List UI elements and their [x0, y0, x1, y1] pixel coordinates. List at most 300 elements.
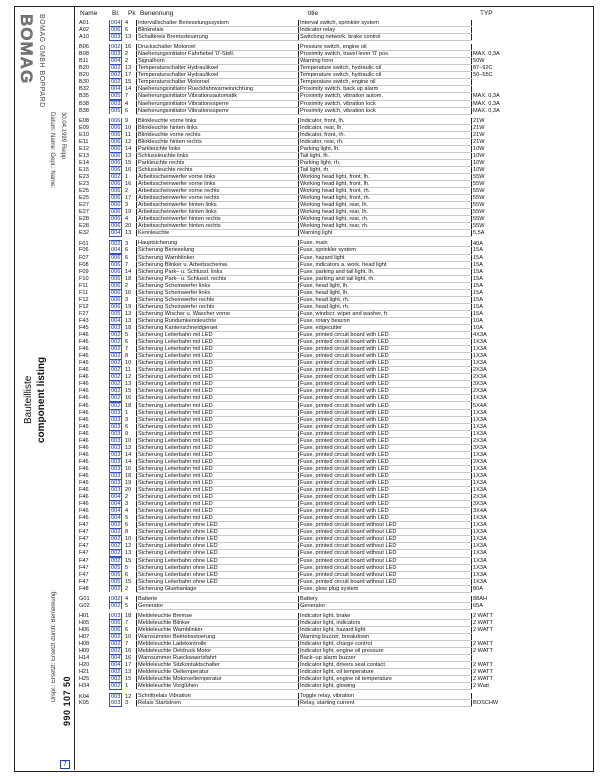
- sheet-ref: 003: [111, 700, 121, 707]
- cell-benennung: Sicherung Scheinwerfer rechts: [137, 296, 299, 303]
- table-row: [78, 282, 509, 289]
- sheet-ref: 006: [111, 145, 121, 152]
- cell-typ: 55W: [472, 216, 510, 223]
- cell-benennung: Sicherung Park– u. Schlussl. links: [137, 268, 299, 275]
- cell-pk: 13: [125, 381, 132, 388]
- cell-typ: 65A: [472, 602, 510, 609]
- cell-bl: [108, 641, 124, 648]
- sheet-ref: 005: [111, 93, 121, 100]
- sheet-ref: 003: [111, 324, 121, 331]
- cell-title: Toggle relay, vibration: [299, 693, 472, 700]
- cell-name: F46: [79, 416, 89, 423]
- cell-benennung: Meldeleuchte Sitzkontaktschalter: [137, 662, 299, 669]
- cell-typ: 2X3A: [472, 388, 510, 395]
- sheet-ref: 002: [111, 174, 121, 180]
- cell-bl: [108, 571, 124, 578]
- cell-typ: 2 WATT: [472, 676, 510, 683]
- table-row: [78, 261, 509, 268]
- cell-name: K04: [79, 693, 89, 700]
- cell-pk: 16: [125, 181, 132, 188]
- table-row: [78, 619, 509, 626]
- cell-name: H05: [79, 619, 90, 626]
- cell-pk: 20: [125, 223, 132, 230]
- header-benennung: Benennung: [140, 10, 174, 17]
- table-row: [78, 423, 509, 430]
- cell-title: Fuse, printed circuit board with LED: [299, 458, 472, 465]
- cell-typ: 5X4A: [472, 402, 510, 409]
- cell-bl: [108, 188, 124, 195]
- cell-name: A02: [79, 27, 89, 34]
- cell-typ: 2 WATT: [472, 626, 510, 633]
- cell-title: Indicator light, oil temperature: [299, 669, 472, 676]
- cell-bl: [108, 465, 124, 472]
- cell-pk: 7: [125, 641, 129, 648]
- cell-pk: 17: [125, 195, 132, 202]
- cell-name: H34: [79, 683, 90, 690]
- table-row: [78, 633, 509, 640]
- cell-benennung: Sicherung Leiterbahn mit LED: [137, 409, 299, 416]
- cell-bl: [108, 374, 124, 381]
- cell-title: Fuse, printed circuit board without LED: [299, 571, 472, 578]
- cell-benennung: Meldeleuchte Blinker: [137, 619, 299, 626]
- table-row: [78, 152, 509, 159]
- cell-bl: [108, 648, 124, 655]
- cell-typ: 1X3A: [472, 409, 510, 416]
- table-row: [78, 254, 509, 261]
- cell-benennung: Meldeleuchte Bremse: [137, 613, 299, 620]
- sheet-ref: 002: [111, 367, 121, 374]
- table-row: [78, 543, 509, 550]
- sheet-ref: 002: [111, 339, 121, 346]
- cell-bl: [108, 124, 124, 131]
- table-row: [78, 564, 509, 571]
- cell-benennung: Sicherung Leiterbahn mit LED: [137, 480, 299, 487]
- cell-typ: 21W: [472, 138, 510, 145]
- cell-benennung: Sicherung Kantenschneidgeraet: [137, 324, 299, 331]
- cell-title: Fuse, printed circuit board with LED: [299, 451, 472, 458]
- cell-benennung: Sicherung Leiterbahn mit LED: [137, 402, 299, 409]
- cell-typ: 4X3A: [472, 332, 510, 339]
- cell-benennung: Sicherung Scheinwerfer links: [137, 289, 299, 296]
- cell-title: Working head light, rear, lh.: [299, 209, 472, 216]
- sheet-ref: 002: [111, 529, 121, 536]
- cell-benennung: Sicherung Blinker u. Arbeitsscheinw.: [137, 261, 299, 268]
- cell-name: F01: [79, 240, 89, 247]
- cell-benennung: Sicherung Leiterbahn mit LED: [137, 374, 299, 381]
- cell-pk: 4: [125, 100, 129, 107]
- cell-pk: 7: [125, 619, 129, 626]
- sheet-ref: 006: [111, 216, 121, 223]
- cell-pk: 13: [125, 550, 132, 557]
- cell-benennung: Sicherung Leiterbahn mit LED: [137, 332, 299, 339]
- cell-benennung: Sicherung Leiterbahn mit LED: [137, 395, 299, 402]
- sheet-ref: 006: [111, 254, 121, 261]
- table-row: [78, 585, 509, 592]
- cell-benennung: Sicherung Scheinwerfer links: [137, 282, 299, 289]
- cell-benennung: Sicherung Leiterbahn mit LED: [137, 508, 299, 515]
- table-row: [78, 296, 509, 303]
- cell-name: F27: [79, 310, 89, 317]
- cell-title: Indicator light, engine oil temperature: [299, 676, 472, 683]
- cell-bl: [108, 619, 124, 626]
- cell-bl: [108, 451, 124, 458]
- cell-name: B30: [79, 79, 89, 86]
- cell-name: F46: [79, 444, 89, 451]
- cell-bl: [108, 683, 124, 690]
- sheet-ref: 003: [111, 465, 121, 472]
- cell-title: Indicator light, indicators: [299, 619, 472, 626]
- cell-name: H25: [79, 676, 90, 683]
- table-row: [78, 536, 509, 543]
- cell-typ: 55W: [472, 195, 510, 202]
- cell-typ: 1X3A: [472, 339, 510, 346]
- cell-pk: 16: [125, 166, 132, 173]
- cell-name: F46: [79, 367, 89, 374]
- cell-typ: 1X3A: [472, 353, 510, 360]
- cell-title: Fuse, printed circuit board with LED: [299, 494, 472, 501]
- cell-title: Working head light, front, rh.: [299, 188, 472, 195]
- cell-bl: [108, 303, 124, 310]
- title-en: component listing: [36, 356, 47, 444]
- cell-pk: 2: [125, 51, 129, 58]
- sheet-ref: 002: [111, 596, 121, 603]
- cell-pk: 6: [125, 247, 129, 254]
- cell-bl: [108, 310, 124, 317]
- cell-name: B35: [79, 93, 89, 100]
- cell-bl: [108, 437, 124, 444]
- cell-pk: 7: [125, 346, 129, 353]
- cell-title: Indicator light, drivers seat contact: [299, 662, 472, 669]
- cell-pk: 16: [125, 289, 132, 296]
- cell-typ: 1X3A: [472, 451, 510, 458]
- document-number: 990 107 50: [62, 676, 72, 727]
- cell-pk: 19: [125, 303, 132, 310]
- cell-typ: 2 WATT: [472, 613, 510, 620]
- cell-title: Fuse, printed circuit board with LED: [299, 402, 472, 409]
- cell-title: Fuse, head light, rh.: [299, 296, 472, 303]
- cell-pk: 6: [125, 571, 129, 578]
- cell-bl: [108, 529, 124, 536]
- cell-pk: 15: [125, 79, 132, 86]
- cell-name: F45: [79, 324, 89, 331]
- cell-name: F46: [79, 388, 89, 395]
- sheet-ref: 002: [111, 634, 121, 640]
- table-row: [78, 324, 509, 331]
- cell-bl: [108, 317, 124, 324]
- cell-pk: 13: [125, 317, 132, 324]
- cell-bl: [108, 602, 124, 609]
- sheet-ref: 002: [111, 602, 121, 609]
- table-row: [78, 86, 509, 93]
- cell-bl: [108, 296, 124, 303]
- sheet-ref: 002: [111, 240, 121, 247]
- cell-bl: [108, 395, 124, 402]
- cell-bl: [108, 282, 124, 289]
- cell-title: Fuse, printed circuit board with LED: [299, 353, 472, 360]
- cell-benennung: Meldeleuchte Motoroeltemperatur: [137, 676, 299, 683]
- sheet-ref: 003: [111, 409, 121, 416]
- sheet-ref: 006: [111, 289, 121, 296]
- sheet-ref: 002: [111, 536, 121, 543]
- cell-benennung: Hauptsicherung: [137, 240, 299, 247]
- sheet-ref: 003: [111, 34, 121, 41]
- cell-benennung: Meldeleuchte Warnblinker: [137, 626, 299, 633]
- cell-title: Parking light, rh.: [299, 159, 472, 166]
- cell-bl: [108, 254, 124, 261]
- cell-typ: 88AH: [472, 596, 510, 603]
- cell-pk: 16: [125, 395, 132, 402]
- cell-typ: 3X4A: [472, 508, 510, 515]
- table-row: [78, 430, 509, 437]
- cell-title: Relay, starting current: [299, 700, 472, 707]
- cell-typ: [472, 34, 510, 41]
- sheet-ref: 003: [111, 472, 121, 479]
- cell-pk: 18: [125, 275, 132, 282]
- cell-title: Parking light, lh.: [299, 145, 472, 152]
- cell-title: Indicator light, hazard light: [299, 626, 472, 633]
- cell-pk: 20: [125, 487, 132, 494]
- sheet-ref: 003: [111, 487, 121, 494]
- sheet-ref: 006: [111, 117, 121, 124]
- cell-pk: 2: [125, 585, 129, 592]
- sheet-ref: 002: [111, 585, 121, 592]
- cell-typ: 50–55C: [472, 72, 510, 79]
- cell-bl: [108, 159, 124, 166]
- cell-typ: 21W: [472, 124, 510, 131]
- cell-benennung: Schlussleuchte links: [137, 152, 299, 159]
- cell-name: B32: [79, 86, 89, 93]
- cell-pk: 2: [125, 494, 129, 501]
- cell-benennung: Schrittrelais Vibration: [137, 693, 299, 700]
- cell-typ: 1X3A: [472, 472, 510, 479]
- cell-title: Fuse, printed circuit board without LED: [299, 564, 472, 571]
- table-row: [78, 339, 509, 346]
- cell-title: Fuse, printed circuit board with LED: [299, 501, 472, 508]
- sheet-ref: 006: [111, 626, 121, 633]
- cell-pk: 15: [125, 557, 132, 564]
- sheet-ref: 002: [111, 388, 121, 395]
- cell-pk: 14: [125, 268, 132, 275]
- cell-pk: 6: [125, 254, 129, 261]
- cell-title: Fuse, printed circuit board without LED: [299, 522, 472, 529]
- cell-title: Fuse, parking and tail light, rh.: [299, 275, 472, 282]
- cell-pk: 16: [125, 44, 132, 51]
- cell-typ: 5,5A: [472, 230, 510, 237]
- bottom-meta: Urspr.: Ersetzt: Ersetzt durch: Bemerkung:: [51, 590, 57, 703]
- cell-bl: [108, 138, 124, 145]
- sheet-ref: 006: [111, 159, 121, 166]
- cell-name: F12: [79, 296, 89, 303]
- cell-benennung: Sicherung Leiterbahn mit LED: [137, 444, 299, 451]
- cell-typ: 15A: [472, 310, 510, 317]
- cell-benennung: Signalhorn: [137, 58, 299, 65]
- cell-bl: [108, 51, 124, 58]
- cell-name: F46: [79, 508, 89, 515]
- cell-pk: 2: [125, 58, 129, 65]
- company-name: BOMAG GMBH BOPPARD: [38, 14, 45, 108]
- cell-benennung: Warnsummer Betriebsstoerung: [137, 633, 299, 640]
- cell-typ: [472, 655, 510, 662]
- header-bl: Bl.: [112, 10, 120, 17]
- cell-typ: 2 WATT: [472, 619, 510, 626]
- table-row: [78, 669, 509, 676]
- cell-title: Temperature switch, engine oil: [299, 79, 472, 86]
- sheet-ref: 002: [111, 522, 121, 529]
- table-row: [78, 501, 509, 508]
- cell-pk: 19: [125, 209, 132, 216]
- cell-pk: 7: [125, 261, 129, 268]
- cell-pk: 4: [125, 216, 129, 223]
- cell-title: Indicator, front, lh.: [299, 118, 472, 125]
- table-row: [78, 557, 509, 564]
- cell-typ: 15A: [472, 268, 510, 275]
- table-row: [78, 346, 509, 353]
- sheet-ref: 005: [111, 310, 121, 317]
- cell-typ: 15A: [472, 296, 510, 303]
- sheet-ref: 002: [111, 381, 121, 388]
- cell-typ: 1X3A: [472, 529, 510, 536]
- cell-name: H06: [79, 626, 90, 633]
- cell-name: F46: [79, 494, 89, 501]
- sheet-ref: 003: [111, 458, 121, 465]
- cell-pk: 13: [125, 152, 132, 159]
- cell-benennung: Temperaturschalter Hydraulikoel: [137, 72, 299, 79]
- table-row: [78, 437, 509, 444]
- cell-bl: [108, 346, 124, 353]
- cell-title: Fuse, printed circuit board with LED: [299, 332, 472, 339]
- cell-name: F46: [79, 501, 89, 508]
- cell-name: E10: [79, 131, 89, 138]
- cell-bl: [108, 166, 124, 173]
- cell-title: Fuse, printed circuit board without LED: [299, 557, 472, 564]
- cell-bl: [108, 522, 124, 529]
- sheet-ref: 002: [111, 557, 121, 564]
- cell-bl: [108, 360, 124, 367]
- cell-name: H14: [79, 655, 90, 662]
- cell-name: F10: [79, 275, 89, 282]
- cell-title: Fuse, printed circuit board with LED: [299, 367, 472, 374]
- cell-name: H01: [79, 613, 90, 620]
- table-row: [78, 458, 509, 465]
- sheet-ref: 005: [111, 571, 121, 578]
- cell-typ: 10W: [472, 152, 510, 159]
- table-row: [78, 494, 509, 501]
- cell-bl: [108, 676, 124, 683]
- cell-benennung: Sicherung Leiterbahn ohne LED: [137, 543, 299, 550]
- table-row: [78, 93, 509, 100]
- cell-name: F46: [79, 381, 89, 388]
- cell-bl: [108, 339, 124, 346]
- sheet-ref: 006: [111, 275, 121, 282]
- cell-typ: 50W: [472, 58, 510, 65]
- sheet-ref: 004: [111, 501, 121, 508]
- cell-title: Fuse, printed circuit board with LED: [299, 515, 472, 522]
- cell-benennung: Parkleuchte links: [137, 145, 299, 152]
- table-row: [78, 444, 509, 451]
- cell-pk: 6: [125, 522, 129, 529]
- table-row: [78, 124, 509, 131]
- cell-benennung: Sicherung Leiterbahn mit LED: [137, 416, 299, 423]
- sheet-ref: 003: [111, 444, 121, 451]
- cell-bl: [108, 79, 124, 86]
- table-row: [78, 395, 509, 402]
- cell-pk: 1: [125, 409, 129, 416]
- cell-benennung: Sicherung Leiterbahn mit LED: [137, 423, 299, 430]
- cell-pk: 16: [125, 465, 132, 472]
- sheet-ref: 003: [111, 451, 121, 458]
- sheet-ref: 004: [111, 662, 121, 669]
- cell-typ: MAX. 0,3A: [472, 51, 510, 58]
- cell-benennung: Relais Startstrom: [137, 700, 299, 707]
- table-row: [78, 402, 509, 409]
- sheet-ref: 004: [111, 230, 121, 237]
- cell-bl: [108, 353, 124, 360]
- table-row: [78, 216, 509, 223]
- cell-bl: [108, 268, 124, 275]
- cell-bl: [108, 550, 124, 557]
- cell-pk: 5: [125, 515, 129, 522]
- cell-benennung: Temperaturschalter Motoroel: [137, 79, 299, 86]
- cell-title: Fuse, printed circuit board with LED: [299, 360, 472, 367]
- table-row: [78, 223, 509, 230]
- cell-title: Indicator light, brake: [299, 613, 472, 620]
- cell-benennung: Sicherung Gluehanlage: [137, 585, 299, 592]
- cell-pk: 6: [125, 27, 129, 34]
- table-row: [78, 550, 509, 557]
- table-row: [78, 275, 509, 282]
- cell-title: Generator: [299, 602, 472, 609]
- sheet-ref: 006: [111, 166, 121, 173]
- cell-name: E09: [79, 124, 89, 131]
- table-row: [78, 700, 509, 707]
- cell-name: B20: [79, 72, 89, 79]
- cell-pk: 13: [125, 444, 132, 451]
- cell-bl: [108, 152, 124, 159]
- cell-name: E27: [79, 209, 89, 216]
- cell-typ: 15A: [472, 303, 510, 310]
- sheet-ref: 006: [111, 261, 121, 268]
- cell-benennung: Meldeleuchte Ladekontrolle: [137, 641, 299, 648]
- cell-benennung: Temperaturschalter Hydraulikoel: [137, 65, 299, 72]
- table-row: [78, 100, 509, 107]
- meta-date: 30.04.1999: [60, 112, 66, 143]
- cell-name: F46: [79, 458, 89, 465]
- table-row: [78, 381, 509, 388]
- cell-title: Fuse, printed circuit board with LED: [299, 374, 472, 381]
- cell-name: F46: [79, 480, 89, 487]
- cell-pk: 3: [125, 416, 129, 423]
- cell-benennung: Sicherung Leiterbahn mit LED: [137, 451, 299, 458]
- cell-title: Proximity switch, travel lever '0' pos.: [299, 51, 472, 58]
- table-row: [78, 353, 509, 360]
- cell-name: E25: [79, 195, 89, 202]
- cell-pk: 8: [125, 529, 129, 536]
- cell-title: Working head light, front, lh.: [299, 173, 472, 180]
- cell-title: Fuse, rotary beacon: [299, 317, 472, 324]
- table-row: [78, 138, 509, 145]
- table-row: [78, 289, 509, 296]
- cell-name: E11: [79, 138, 89, 145]
- sheet-ref: 002: [111, 683, 121, 690]
- cell-benennung: Sicherung Leiterbahn ohne LED: [137, 571, 299, 578]
- cell-typ: 1X3A: [472, 543, 510, 550]
- cell-pk: 5: [125, 332, 129, 339]
- cell-benennung: Meldeleuchte Oeldruck Motor: [137, 648, 299, 655]
- cell-bl: [108, 261, 124, 268]
- cell-title: Indicator, rear, rh.: [299, 138, 472, 145]
- cell-pk: 4: [125, 508, 129, 515]
- table-row: [78, 317, 509, 324]
